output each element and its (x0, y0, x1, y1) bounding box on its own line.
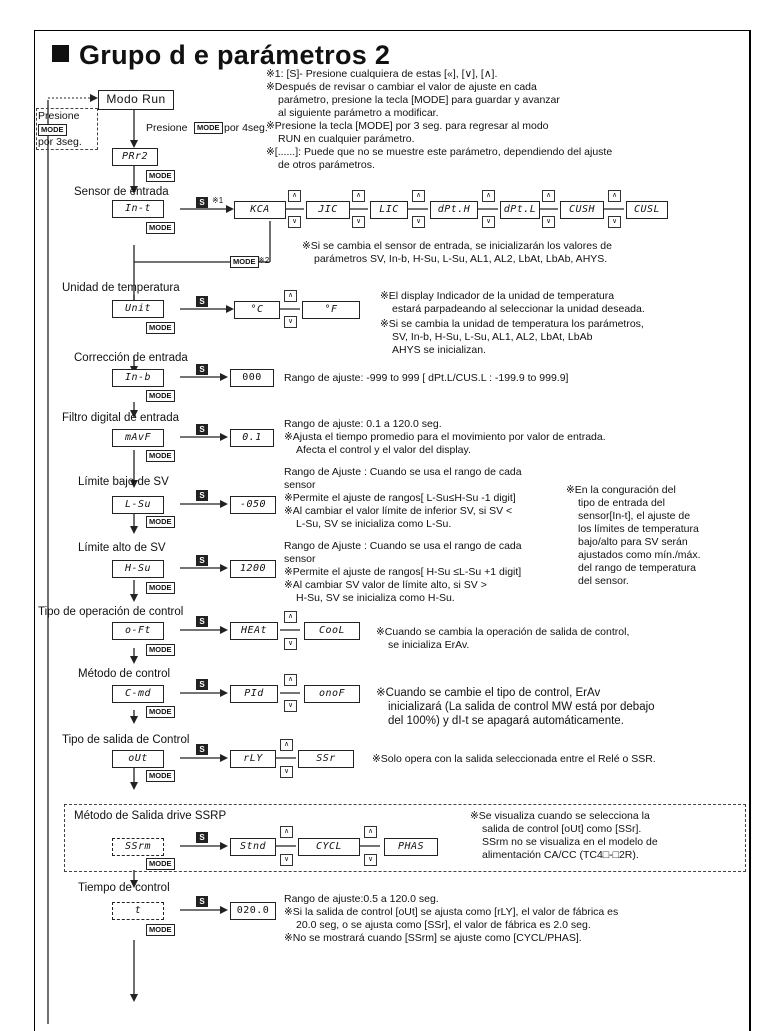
filter-note-3: Afecta el control y el valor del display. (296, 444, 471, 456)
mode-key-4: MODE (194, 122, 223, 134)
up-arrow-icon: ∧ (608, 190, 621, 202)
time-note-1: Rango de ajuste:0.5 a 120.0 seg. (284, 893, 439, 905)
filter-value-box: 0.1 (230, 429, 274, 447)
side-note-8: del sensor. (578, 575, 629, 587)
time-note-4: ※No se mostrará cuando [SSrm] se ajuste como [CYCL/PHAS]. (284, 932, 582, 944)
side-note-6: ajustados como mín./máx. (578, 549, 701, 561)
method-note-1: ※Cuando se cambie el tipo de control, ErAv (376, 687, 601, 699)
s-key: S (196, 555, 208, 566)
ssrp-note-1: ※Se visualiza cuando se selecciona la (470, 810, 650, 822)
par2-box: PRr2 (112, 148, 158, 166)
low-note-3: ※Permite el ajuste de rangos[ L-Su≤H-Su -1 digit] (284, 492, 516, 504)
sensor-note-1: ※Si se cambia el sensor de entrada, se inicializarán los valores de (302, 240, 612, 252)
down-arrow-icon: ∨ (284, 638, 297, 650)
up-arrow-icon: ∧ (284, 290, 297, 302)
high-code-box: H-Su (112, 560, 164, 578)
unit-opt-1: °F (302, 301, 360, 319)
unit-label: Unidad de temperatura (62, 282, 180, 294)
op-label: Tipo de operación de control (38, 606, 184, 618)
down-arrow-icon: ∨ (364, 854, 377, 866)
unit-opt-0: °C (234, 301, 280, 319)
side-note-1: ※En la conguración del (566, 484, 676, 496)
filter-code-box: mAvF (112, 429, 164, 447)
mode-key: MODE (146, 644, 175, 656)
up-arrow-icon: ∧ (288, 190, 301, 202)
method-opt-0: PId (230, 685, 278, 703)
s-key: S (196, 364, 208, 375)
outtype-code-box: oUt (112, 750, 164, 768)
down-arrow-icon: ∨ (542, 216, 555, 228)
ssrp-code-box: SSrm (112, 838, 164, 856)
note-top-4: al siguiente parámetro a modificar. (278, 107, 439, 119)
mode-key: MODE (146, 924, 175, 936)
time-note-3: 20.0 seg, o se ajusta como [SSr], el valor de fábrica es 2.0 seg. (296, 919, 591, 931)
ssrp-note-3: SSrm no se visualiza en el modelo de (482, 836, 658, 848)
sensor-opt-0: KCA (234, 201, 286, 219)
up-arrow-icon: ∧ (280, 739, 293, 751)
method-note-2: inicializará (La salida de control MW está por debajo (388, 701, 655, 713)
low-label: Límite bajo de SV (78, 476, 169, 488)
up-arrow-icon: ∧ (412, 190, 425, 202)
down-arrow-icon: ∨ (284, 700, 297, 712)
outtype-opt-0: rLY (230, 750, 276, 768)
sensor-opt-3: dPt.H (430, 201, 478, 219)
mode-key: MODE (146, 706, 175, 718)
mode-key: MODE (146, 390, 175, 402)
unit-note-5: AHYS se inicializan. (392, 344, 486, 356)
mode-key: MODE (146, 858, 175, 870)
down-arrow-icon: ∨ (288, 216, 301, 228)
time-value-box: 020.0 (230, 902, 276, 920)
low-note-5: L-Su, SV se inicializa como L-Su. (296, 518, 452, 530)
sensor-note-2: parámetros SV, In-b, H-Su, L-Su, AL1, AL2, LbAt, LbAb, AHYS. (314, 253, 608, 265)
ssrp-label: Método de Salida drive SSRP (74, 810, 227, 822)
high-label: Límite alto de SV (78, 542, 166, 554)
mode-key: MODE (146, 770, 175, 782)
op-opt-0: HEAt (230, 622, 278, 640)
time-label: Tiempo de control (78, 882, 170, 894)
s-key: S (196, 490, 208, 501)
ssrp-opt-1: CYCL (298, 838, 360, 856)
corr-label: Corrección de entrada (74, 352, 188, 364)
title-text: Grupo d e parámetros 2 (79, 40, 391, 70)
down-arrow-icon: ∨ (352, 216, 365, 228)
high-note-5: H-Su, SV se inicializa como H-Su. (296, 592, 455, 604)
mode-key-2: MODE (230, 256, 259, 268)
outtype-note: ※Solo opera con la salida seleccionada entre el Relé o SSR. (372, 753, 656, 765)
mode-key: MODE (146, 170, 175, 182)
sensor-opt-5: CUSH (560, 201, 604, 219)
unit-note-1: ※El display Indicador de la unidad de temperatura (380, 290, 615, 302)
time-note-2: ※Si la salida de control [oUt] se ajusta como [rLY], el valor de fábrica es (284, 906, 619, 918)
high-note-3: ※Permite el ajuste de rangos[ H-Su ≤L-Su +1 digit] (284, 566, 522, 578)
mode-key: MODE (146, 516, 175, 528)
presione-left: Presione (38, 110, 80, 122)
up-arrow-icon: ∧ (482, 190, 495, 202)
up-arrow-icon: ∧ (542, 190, 555, 202)
high-note-1: Rango de Ajuste : Cuando se usa el rango de cada (284, 540, 522, 552)
s-key: S (196, 424, 208, 435)
low-note-2: sensor (284, 479, 316, 491)
corr-code-box: In-b (112, 369, 164, 387)
sensor-opt-2: LIC (370, 201, 408, 219)
unit-note-3: ※Si se cambia la unidad de temperatura los parámetros, (380, 318, 644, 330)
ssrp-opt-0: Stnd (230, 838, 276, 856)
up-arrow-icon: ∧ (352, 190, 365, 202)
down-arrow-icon: ∨ (280, 854, 293, 866)
method-code-box: C-md (112, 685, 164, 703)
s-key: S (196, 296, 208, 307)
note-top-5: ※Presione la tecla [MODE] por 3 seg. para regresar al modo (266, 120, 549, 132)
presione-4: Presione (146, 122, 188, 134)
outtype-label: Tipo de salida de Control (62, 734, 190, 746)
note-top-3: parámetro, presione la tecla [MODE] para guardar y avanzar (278, 94, 560, 106)
down-arrow-icon: ∨ (284, 316, 297, 328)
note-top-7: ※[......]: Puede que no se muestre este parámetro, dependiendo del ajuste (266, 146, 613, 158)
high-note-2: sensor (284, 553, 316, 565)
corr-value-box: 000 (230, 369, 274, 387)
method-note-3: del 100%) y dI-t se apagará automáticamente. (388, 715, 624, 727)
mode-key: MODE (146, 582, 175, 594)
low-note-4: ※Al cambiar el valor límite de inferior SV, si SV < (284, 505, 513, 517)
unit-code-box: Unit (112, 300, 164, 318)
filter-note-1: Rango de ajuste: 0.1 a 120.0 seg. (284, 418, 442, 430)
s-key: S (196, 744, 208, 755)
down-arrow-icon: ∨ (412, 216, 425, 228)
note-top-8: de otros parámetros. (278, 159, 375, 171)
low-note-1: Rango de Ajuste : Cuando se usa el rango de cada (284, 466, 522, 478)
high-note-4: ※Al cambiar SV valor de límite alto, si SV > (284, 579, 487, 591)
up-arrow-icon: ∧ (364, 826, 377, 838)
note2-marker: ※2 (258, 256, 270, 265)
ssrp-opt-2: PHAS (384, 838, 438, 856)
down-arrow-icon: ∨ (608, 216, 621, 228)
op-opt-1: CooL (304, 622, 360, 640)
unit-note-4: SV, In-b, H-Su, L-Su, AL1, AL2, LbAt, LbAb (392, 331, 593, 343)
note-top-6: RUN en cualquier parámetro. (278, 133, 415, 145)
op-note-1: ※Cuando se cambia la operación de salida de control, (376, 626, 630, 638)
sensor-opt-4: dPt.L (500, 201, 540, 219)
corr-note: Rango de ajuste: -999 to 999 [ dPt.L/CUS.L : -199.9 to 999.9] (284, 372, 569, 384)
sensor-label: Sensor de entrada (74, 186, 169, 198)
filter-note-2: ※Ajusta el tiempo promedio para el movimiento por valor de entrada. (284, 431, 606, 443)
up-arrow-icon: ∧ (280, 826, 293, 838)
outtype-opt-1: SSr (298, 750, 354, 768)
side-note-2: tipo de entrada del (578, 497, 665, 509)
s-key: S (196, 896, 208, 907)
ssrp-note-2: salida de control [oUt] como [SSr]. (482, 823, 642, 835)
method-opt-1: onoF (304, 685, 360, 703)
filter-label: Filtro digital de entrada (62, 412, 179, 424)
mode-key: MODE (146, 222, 175, 234)
op-note-2: se inicializa ErAv. (388, 639, 470, 651)
mode-run-box: Modo Run (98, 90, 174, 110)
down-arrow-icon: ∨ (280, 766, 293, 778)
up-arrow-icon: ∧ (284, 611, 297, 623)
side-note-7: del rango de temperatura (578, 562, 696, 574)
sensor-opt-6: CUSL (626, 201, 668, 219)
op-code-box: o-Ft (112, 622, 164, 640)
s-key: S (196, 832, 208, 843)
ssrp-note-4: alimentación CA/CC (TC4□-□2R). (482, 849, 639, 861)
s-key: S (196, 197, 208, 208)
up-arrow-icon: ∧ (284, 674, 297, 686)
note-top-2: ※Después de revisar o cambiar el valor de ajuste en cada (266, 81, 537, 93)
s-key: S (196, 679, 208, 690)
low-code-box: L-Su (112, 496, 164, 514)
s-key: S (196, 616, 208, 627)
sensor-opt-1: JIC (306, 201, 350, 219)
side-note-4: los límites de temperatura (578, 523, 699, 535)
side-note-3: sensor[In-t], el ajuste de (578, 510, 691, 522)
note1-marker: ※1 (212, 196, 224, 205)
high-value-box: 1200 (230, 560, 276, 578)
side-note-5: bajo/alto para SV serán (578, 536, 688, 548)
mode-key: MODE (146, 322, 175, 334)
time-code-box: t (112, 902, 164, 920)
por-3seg: por 3seg. (38, 136, 82, 148)
unit-note-2: estará parpadeando al seleccionar la unidad deseada. (392, 303, 645, 315)
por-4seg: por 4seg. (224, 122, 268, 134)
note-top-1: ※1: [S]- Presione cualquiera de estas [«], [∨], [∧]. (266, 68, 498, 80)
mode-key: MODE (146, 450, 175, 462)
mode-key-left: MODE (38, 124, 67, 136)
method-label: Método de control (78, 668, 171, 680)
down-arrow-icon: ∨ (482, 216, 495, 228)
low-value-box: -050 (230, 496, 276, 514)
sensor-code-box: In-t (112, 200, 164, 218)
